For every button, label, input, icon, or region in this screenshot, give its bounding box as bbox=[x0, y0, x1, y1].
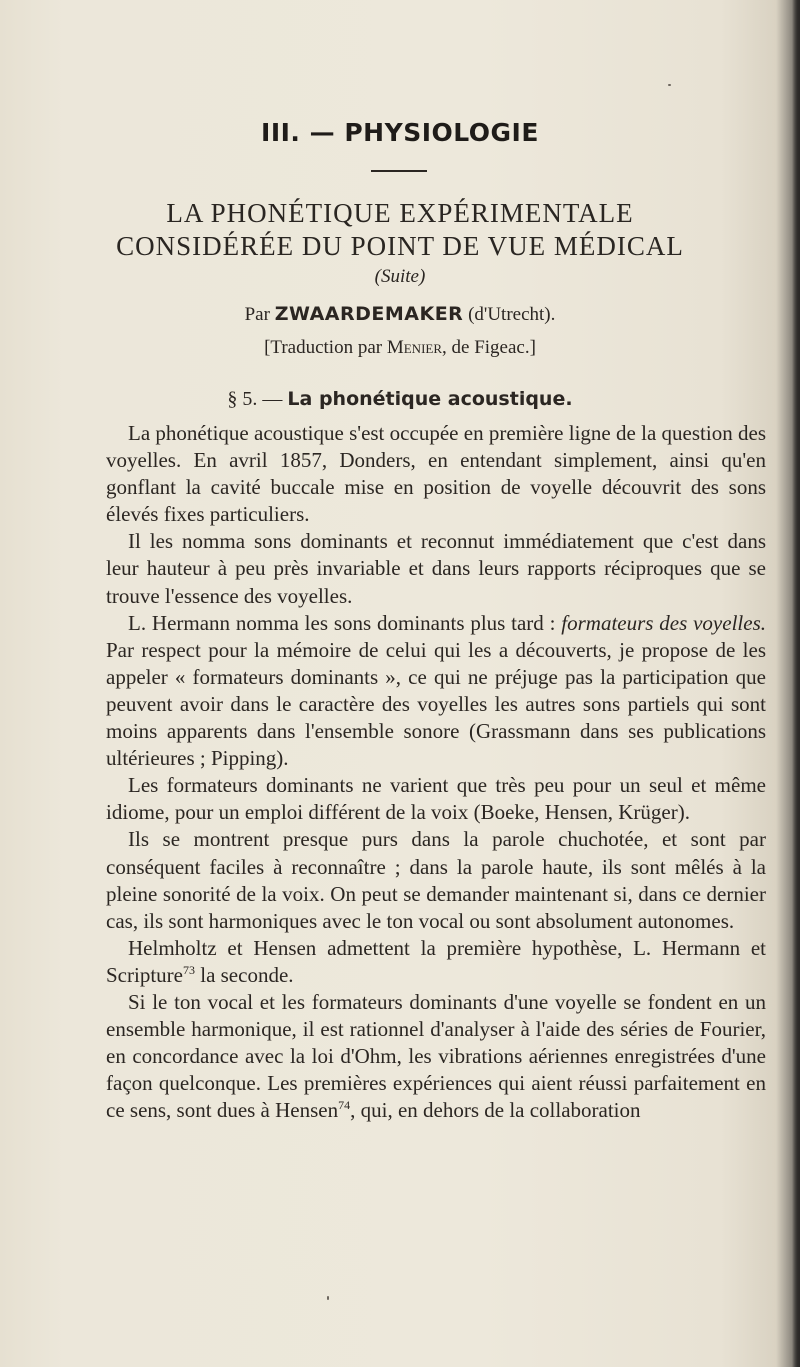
paragraph-4: Les formateurs dominants ne varient que très peu pour un seul et même idiome, pour un emploi différent de la voix (Boeke, Hensen, Krüger). bbox=[106, 773, 766, 825]
article-title-line-1: LA PHONÉTIQUE EXPÉRIMENTALE bbox=[166, 198, 634, 228]
author-name: ZWAARDEMAKER bbox=[274, 303, 464, 325]
paragraph-3-italic-term: formateurs des voyelles. bbox=[561, 610, 766, 635]
translation-prefix: [Traduction par bbox=[264, 337, 387, 358]
paper-speck bbox=[327, 1296, 329, 1300]
subsection-heading bbox=[0, 388, 800, 411]
article-title-line-2: CONSIDÉRÉE DU POINT DE VUE MÉDICAL bbox=[116, 231, 684, 261]
paragraph-3-text-b: Par respect pour la mémoire de celui qui les a découverts, je propose de les appeler « formateurs dominants », ce qui ne préjuge pas la participation que peuvent avoir dans le caractère des voyelles les autres sons partiels qui sont moins apparents dans l'ensemble sonore (Grassmann dans ses publications ultérieures ; Pipping). bbox=[106, 637, 766, 771]
suite-label: (Suite) bbox=[374, 266, 426, 287]
paragraph-3 bbox=[106, 610, 766, 773]
byline bbox=[0, 303, 800, 326]
byline-prefix: Par bbox=[244, 304, 275, 325]
footnote-ref-73: 73 bbox=[182, 962, 195, 977]
footnote-ref-74: 74 bbox=[338, 1098, 351, 1113]
subsection-title: La phonétique acoustique. bbox=[287, 388, 573, 410]
paragraph-2: Il les nomma sons dominants et reconnut immédiatement que c'est dans leur hauteur à peu près invariable et dans leurs rapports réciproques que se trouve l'essence des voyelles. bbox=[106, 529, 766, 608]
paragraph-7 bbox=[106, 989, 766, 1124]
paragraph-5: Ils se montrent presque purs dans la parole chuchotée, et sont par conséquent faciles à reconnaître ; dans la parole haute, ils sont mêlés à la pleine sonorité de la voix. On peut se demander maintenant si, dans ce dernier cas, ils sont harmoniques avec le ton vocal ou sont absolument autonomes. bbox=[106, 827, 766, 933]
paper-speck bbox=[668, 84, 671, 86]
section-heading: III. — PHYSIOLOGIE bbox=[261, 118, 539, 147]
paragraph-3-text-a: L. Hermann nomma les sons dominants plus tard : bbox=[128, 610, 562, 635]
translator-name: Menier bbox=[386, 337, 443, 358]
translation-credit bbox=[0, 337, 800, 359]
paragraph-1: La phonétique acoustique s'est occupée en première ligne de la question des voyelles. En avril 1857, Donders, en entendant simplement, ainsi qu'en gonflant la cavité buccale mise en position de voyelle découvrit des sons élevés fixes particuliers. bbox=[106, 421, 766, 527]
paragraph-6 bbox=[106, 935, 766, 989]
paragraph-7-text-b: , qui, en dehors de la collaboration bbox=[350, 1098, 641, 1123]
heading-rule bbox=[371, 170, 427, 172]
subsection-number: § 5. — bbox=[227, 388, 288, 410]
paragraph-6-text-b: la seconde. bbox=[194, 962, 294, 987]
body-text bbox=[106, 420, 766, 1124]
paragraph-6-text-a: Helmholtz et Hensen admettent la première hypothèse, L. Hermann et Scripture bbox=[106, 935, 766, 987]
author-affiliation: (d'Utrecht). bbox=[463, 304, 556, 325]
paragraph-7-text-a: Si le ton vocal et les formateurs dominants d'une voyelle se fondent en un ensemble harmonique, il est rationnel d'analyser à l'aide des séries de Fourier, en concordance avec la loi d'Ohm, les vibrations aériennes enregistrées d'une façon quelconque. Les premières expériences qui aient réussi parfaitement en ce sens, sont dues à Hensen bbox=[106, 989, 766, 1123]
translation-suffix: , de Figeac.] bbox=[442, 337, 536, 358]
